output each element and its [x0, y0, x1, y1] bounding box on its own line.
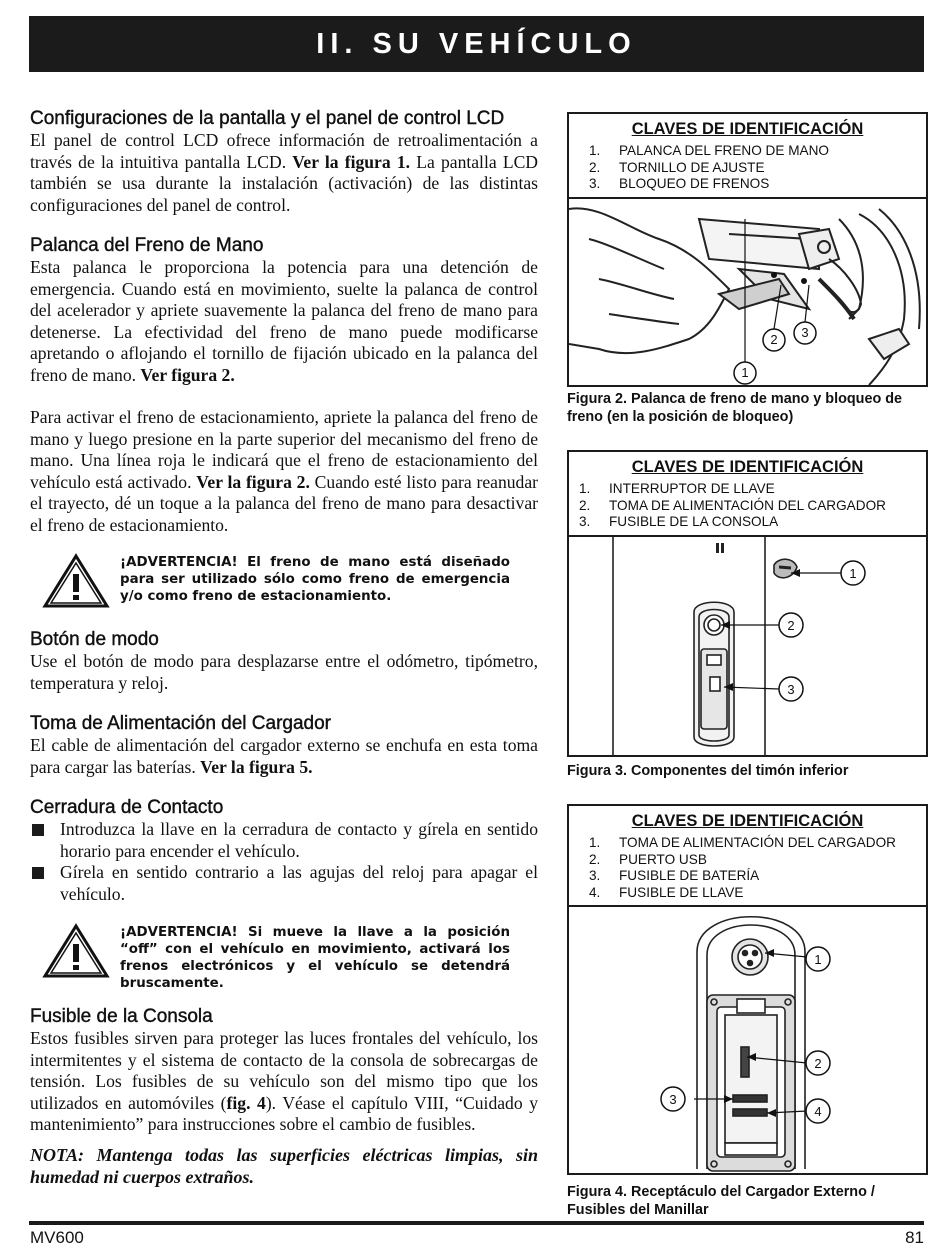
figure-2-illustration: [569, 199, 926, 385]
key-number: 1.: [589, 835, 601, 850]
heading-ignition: Cerradura de Contacto: [30, 797, 224, 818]
figure-4-caption: Figura 4. Receptáculo del Cargador Externo / Fusibles del Manillar: [567, 1184, 875, 1218]
figure-2-box: [567, 112, 928, 387]
key-item: [579, 852, 916, 869]
section-charger: [30, 713, 538, 778]
callout-2: 2: [787, 617, 795, 633]
heading-lcd: Configuraciones de la pantalla y el panel de control LCD: [30, 108, 505, 129]
figure-2-keys: [569, 114, 926, 199]
paragraph-brake-1: [30, 257, 538, 386]
section-ignition: [30, 797, 538, 905]
note: NOTA: Mantenga todas las superficies eléctricas limpias, sin humedad ni cuerpos extraños.: [30, 1144, 538, 1187]
key-item: [579, 498, 916, 515]
text: Para activar el freno de estacionamiento, apriete la palanca del freno de mano y luego presione en la parte superior del mecanismo del freno de mano. Una línea roja le indicará que el freno de estacionamiento del vehículo está activado.: [30, 407, 538, 492]
left-column: [30, 108, 538, 1188]
key-number: 3.: [589, 868, 601, 883]
warning-triangle-icon: [42, 923, 110, 979]
key-number: 3.: [589, 176, 601, 191]
key-item: [579, 160, 916, 177]
warning-text: ¡ADVERTENCIA! El freno de mano está diseñado para ser utilizado sólo como freno de emergencia y/o como freno de estacionamiento.: [120, 555, 510, 604]
page-number: 81: [905, 1228, 924, 1247]
heading-mode: Botón de modo: [30, 629, 159, 650]
heading-brake: Palanca del Freno de Mano: [30, 235, 264, 256]
key-item: [579, 868, 916, 885]
ignition-list: [30, 819, 538, 905]
section-brake: [30, 235, 538, 536]
paragraph-lcd: [30, 130, 538, 216]
list-item: Introduzca la llave en la cerradura de contacto y gírela en sentido horario para encender el vehículo.: [30, 819, 538, 862]
figure-3-illustration: [569, 537, 926, 755]
figure-3-box: [567, 450, 928, 757]
key-item: [579, 885, 916, 902]
key-number: 2.: [579, 497, 591, 513]
paragraph-brake-2: [30, 407, 538, 536]
key-number: 1.: [589, 143, 601, 158]
figure-ref: fig. 4: [226, 1092, 266, 1113]
figure-ref: Ver la figura 5.: [200, 756, 313, 777]
key-label: INTERRUPTOR DE LLAVE: [609, 481, 775, 496]
footer-rule: [29, 1221, 924, 1225]
paragraph-mode: Use el botón de modo para desplazarse entre el odómetro, tipómetro, temperatura y reloj.: [30, 651, 538, 693]
key-label: BLOQUEO DE FRENOS: [619, 176, 770, 191]
chapter-title: II. SU VEHÍCULO: [316, 27, 637, 60]
key-label: PALANCA DEL FRENO DE MANO: [619, 143, 829, 158]
key-label: FUSIBLE DE BATERÍA: [619, 868, 760, 883]
callout-1: 1: [849, 565, 857, 581]
callout-2: 2: [814, 1056, 822, 1071]
key-number: 3.: [579, 514, 591, 529]
figure-ref: Ver la figura 1.: [292, 151, 411, 172]
heading-fuse: Fusible de la Consola: [30, 1006, 213, 1027]
list-item: Gírela en sentido contrario a las agujas del reloj para apagar el vehículo.: [30, 862, 538, 905]
key-label: FUSIBLE DE LLAVE: [619, 884, 744, 900]
callout-1: 1: [741, 364, 749, 380]
key-label: PUERTO USB: [619, 851, 707, 867]
text: El cable de alimentación del cargador externo se enchufa en esta toma para cargar las baterías.: [30, 735, 538, 777]
warning-ignition: [30, 923, 538, 992]
key-number: 2.: [589, 159, 601, 175]
text: La pantalla LCD también se usa durante la instalación (activación) de las distintas configuraciones del panel de control.: [30, 151, 539, 215]
chapter-title-bar: [29, 16, 924, 72]
key-label: TOMA DE ALIMENTACIÓN DEL CARGADOR: [609, 497, 886, 513]
paragraph-charger: [30, 735, 538, 778]
text: El panel de control LCD ofrece información de retroalimentación a través de la intuitiva pantalla LCD.: [30, 130, 538, 172]
text: ). Véase el capítulo VIII, “Cuidado y mantenimiento” para instrucciones sobre el cambio de fusibles.: [30, 1092, 538, 1134]
key-number: 4.: [589, 884, 601, 900]
figure-ref: Ver la figura 2.: [196, 471, 310, 492]
text: Esta palanca le proporciona la potencia para una detención de emergencia. Cuando está en movimiento, suelte la palanca de control del acelerador y apriete suavemente la palanca del freno de mano para detenerse. La efectividad del freno de mano puede modificarse apretando o aflojando el tornillo de fijación ubicado en la palanca del freno de mano.: [30, 257, 538, 385]
figure-3-caption: Figura 3. Componentes del timón inferior: [567, 763, 849, 779]
text: Cuando esté listo para reanudar el trayecto, dé un toque a la palanca del freno de mano para desactivar el freno de estacionamiento.: [30, 471, 539, 535]
callout-3: 3: [787, 681, 795, 697]
key-item: [579, 835, 916, 852]
callout-1: 1: [814, 952, 822, 967]
key-item: [579, 143, 916, 160]
warning-text: ¡ADVERTENCIA! Si mueve la llave a la posición “off” con el vehículo en movimiento, activará los frenos electrónicos y el vehículo se detendrá bruscamente.: [120, 925, 510, 991]
section-mode: [30, 629, 538, 694]
section-lcd: [30, 108, 538, 216]
paragraph-fuse: [30, 1028, 538, 1136]
key-number: 1.: [579, 481, 591, 496]
key-item: [579, 514, 916, 531]
key-label: FUSIBLE DE LA CONSOLA: [609, 514, 779, 529]
callout-4: 4: [814, 1104, 822, 1119]
figure-2-caption: Figura 2. Palanca de freno de mano y bloqueo de freno (en la posición de bloqueo): [567, 391, 903, 425]
figure-4-keys: [569, 806, 926, 907]
key-item: [579, 176, 916, 193]
callout-2: 2: [770, 331, 778, 347]
key-label: TOMA DE ALIMENTACIÓN DEL CARGADOR: [619, 835, 896, 850]
warning-triangle-icon: [42, 553, 110, 609]
figure-ref: Ver figura 2.: [140, 364, 235, 385]
section-fuse: [30, 1006, 538, 1136]
warning-brake: [30, 553, 538, 609]
keys-title: CLAVES DE IDENTIFICACIÓN: [631, 120, 864, 138]
keys-title: CLAVES DE IDENTIFICACIÓN: [631, 458, 864, 476]
key-number: 2.: [589, 851, 601, 867]
figure-4-box: [567, 804, 928, 1175]
footer-model: MV600: [30, 1228, 84, 1247]
heading-charger: Toma de Alimentación del Cargador: [30, 713, 332, 734]
keys-title: CLAVES DE IDENTIFICACIÓN: [631, 812, 864, 830]
text: Estos fusibles sirven para proteger las luces frontales del vehículo, los intermitentes y el sistema de contacto de la consola de sobrecargas de tensión. Los fusibles de su vehículo son del mismo tipo que los utilizados en automóviles (: [30, 1028, 538, 1113]
key-item: [579, 481, 916, 498]
callout-3: 3: [669, 1092, 677, 1107]
callout-3: 3: [801, 324, 809, 340]
key-label: TORNILLO DE AJUSTE: [619, 159, 765, 175]
figure-4-illustration: [569, 907, 926, 1173]
figure-3-keys: [569, 452, 926, 537]
